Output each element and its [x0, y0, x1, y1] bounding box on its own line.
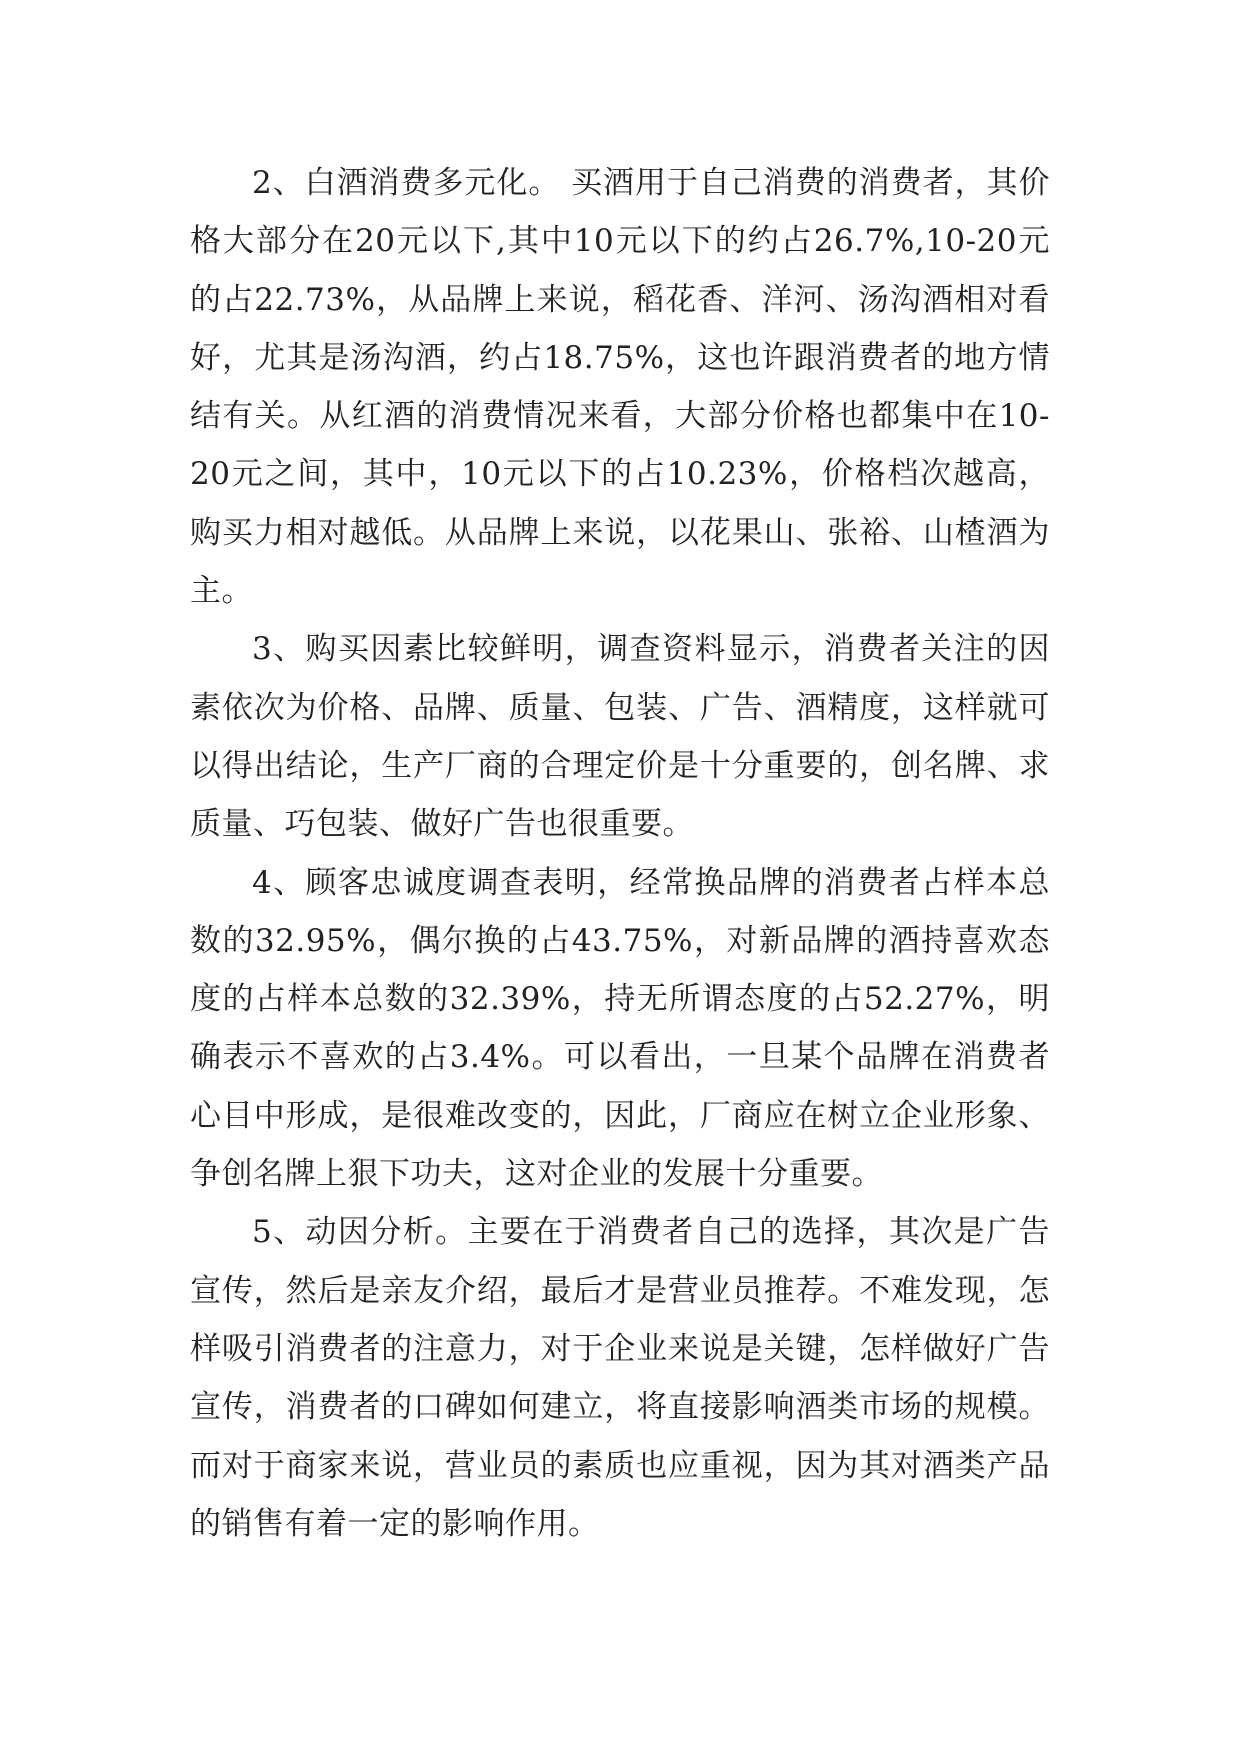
paragraph-motivation-analysis: 5、动因分析。主要在于消费者自己的选择，其次是广告宣传，然后是亲友介绍，最后才是营业员推荐。不难发现，怎样吸引消费者的注意力，对于企业来说是关键，怎样做好广告宣传，消费者的口碑如何建立，将直接影响酒类市场的规模。而对于商家来说，营业员的素质也应重视，因为其对酒类产品的销售有着一定的影响作用。: [190, 1214, 1050, 1542]
paragraph-customer-loyalty: 4、顾客忠诚度调查表明，经常换品牌的消费者占样本总数的32.95%，偶尔换的占43.75%，对新品牌的酒持喜欢态度的占样本总数的32.39%，持无所谓态度的占52.27%，明确表示不喜欢的占3.4%。可以看出，一旦某个品牌在消费者心目中形成，是很难改变的，因此，厂商应在树立企业形象、争创名牌上狠下功夫，这对企业的发展十分重要。: [190, 864, 1050, 1193]
document-body: [190, 154, 1050, 1553]
paragraph-liquor-diversification: 2、白酒消费多元化。 买酒用于自己消费的消费者，其价格大部分在20元以下,其中10元以下的约占26.7%,10-20元的占22.73%，从品牌上来说，稻花香、洋河、汤沟酒相对看好，尤其是汤沟酒，约占18.75%，这也许跟消费者的地方情结有关。从红酒的消费情况来看，大部分价格也都集中在10-20元之间，其中，10元以下的占10.23%，价格档次越高，购买力相对越低。从品牌上来说，以花果山、张裕、山楂酒为主。: [190, 165, 1050, 610]
paragraph-purchase-factors: 3、购买因素比较鲜明，调查资料显示，消费者关注的因素依次为价格、品牌、质量、包装、广告、酒精度，这样就可以得出结论，生产厂商的合理定价是十分重要的，创名牌、求质量、巧包装、做好广告也很重要。: [190, 631, 1050, 843]
